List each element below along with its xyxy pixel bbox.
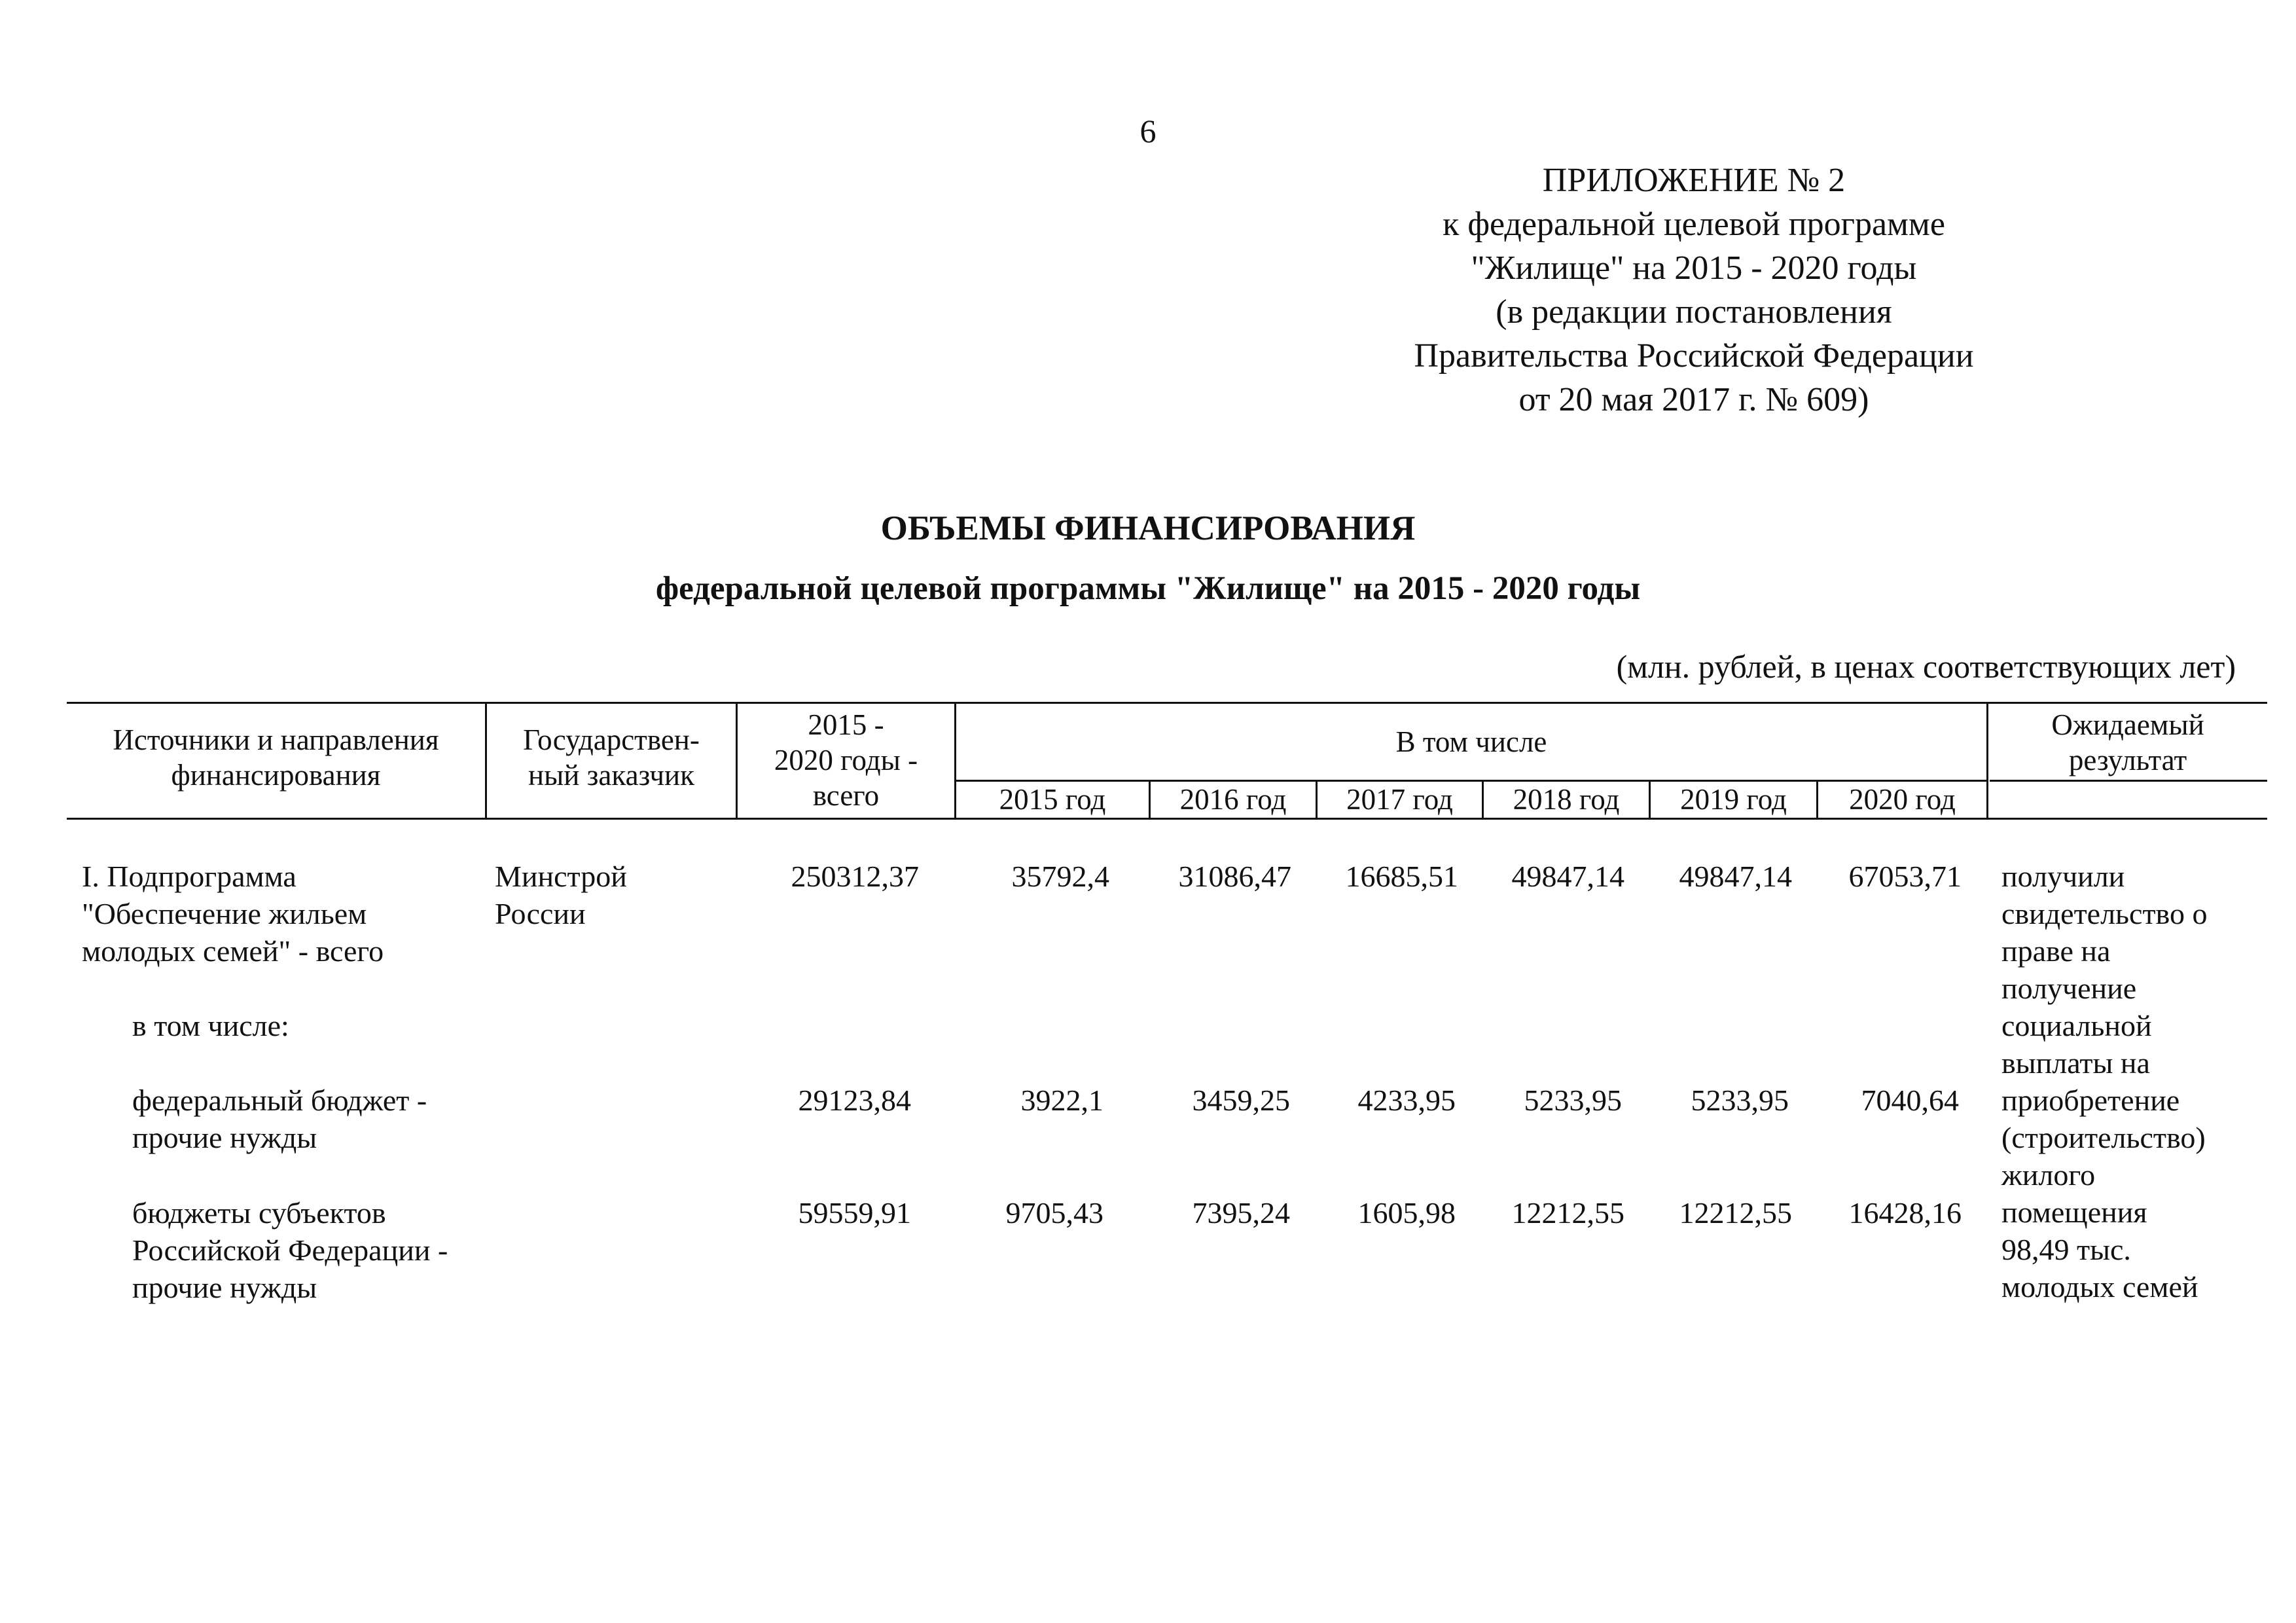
- header-line: результат: [2068, 744, 2187, 776]
- row-source-line: федеральный бюджет -: [132, 1084, 427, 1117]
- cell-total: 29123,84: [798, 1084, 911, 1117]
- table-top-rule: [67, 702, 2267, 704]
- expected-result-line: 98,49 тыс.: [2001, 1233, 2131, 1266]
- cell-2015: 9705,43: [1005, 1196, 1103, 1230]
- row-source: [132, 1082, 427, 1156]
- header-year-2016: 2016 год: [1179, 783, 1287, 816]
- expected-result-line: праве на: [2001, 934, 2111, 968]
- header-line: 2015 -: [808, 708, 884, 741]
- cell-2017: 4233,95: [1357, 1084, 1456, 1117]
- expected-result-line: получили: [2001, 860, 2125, 893]
- expected-result-line: социальной: [2001, 1009, 2152, 1042]
- appendix-block: [1367, 158, 2021, 422]
- cell-2017: 1605,98: [1357, 1196, 1456, 1230]
- expected-result-line: молодых семей: [2001, 1270, 2198, 1304]
- row-source-line: I. Подпрограмма: [82, 860, 296, 893]
- row-customer-line: Минстрой: [495, 860, 627, 893]
- header-sources: [67, 722, 485, 793]
- appendix-line: "Жилище" на 2015 - 2020 годы: [1471, 249, 1917, 287]
- cell-2018: 49847,14: [1511, 860, 1624, 893]
- cell-2020: 67053,71: [1848, 860, 1962, 893]
- header-line: ный заказчик: [528, 759, 694, 792]
- cell-2016: 31086,47: [1178, 860, 1291, 893]
- cell-2019: 5233,95: [1691, 1084, 1789, 1117]
- expected-result-line: выплаты на: [2001, 1046, 2150, 1080]
- expected-result-line: получение: [2001, 972, 2137, 1005]
- header-year-2020: 2020 год: [1849, 783, 1956, 816]
- row-source-line: прочие нужды: [132, 1271, 317, 1304]
- expected-result-line: (строительство): [2001, 1121, 2206, 1154]
- cell-2015: 35792,4: [1011, 860, 1109, 893]
- row-customer-line: России: [495, 897, 586, 930]
- header-year-2015: 2015 год: [999, 783, 1106, 816]
- header-customer: [487, 722, 736, 793]
- header-line: Государствен-: [523, 723, 700, 756]
- header-year-2017: 2017 год: [1346, 783, 1453, 816]
- appendix-line: к федеральной целевой программе: [1443, 206, 1945, 243]
- header-result: [1988, 707, 2267, 778]
- header-line: Источники и направления: [113, 723, 439, 756]
- cell-2018: 12212,55: [1511, 1196, 1624, 1230]
- header-including: В том числе: [1395, 725, 1547, 758]
- header-bottom-rule: [67, 818, 2267, 820]
- cell-2019: 49847,14: [1679, 860, 1792, 893]
- row-source: [82, 858, 384, 970]
- cell-2019: 12212,55: [1679, 1196, 1792, 1230]
- row-source: [132, 1194, 448, 1306]
- appendix-line: Правительства Российской Федерации: [1414, 337, 1974, 374]
- header-line: Ожидаемый: [2051, 708, 2204, 741]
- row-source-line: молодых семей" - всего: [82, 934, 384, 968]
- cell-2020: 7040,64: [1861, 1084, 1959, 1117]
- cell-2018: 5233,95: [1524, 1084, 1622, 1117]
- units-note: (млн. рублей, в ценах соответствующих лет): [1616, 648, 2236, 685]
- cell-2020: 16428,16: [1848, 1196, 1962, 1230]
- header-year-2018: 2018 год: [1513, 783, 1620, 816]
- cell-total: 59559,91: [798, 1196, 911, 1230]
- header-year-2019: 2019 год: [1680, 783, 1787, 816]
- row-source-line: прочие нужды: [132, 1121, 317, 1154]
- expected-result-line: жилого: [2001, 1158, 2096, 1192]
- expected-result: [2001, 858, 2207, 1305]
- row-source-line: "Обеспечение жильем: [82, 897, 367, 930]
- expected-result-line: помещения: [2001, 1195, 2147, 1229]
- row-source-line: бюджеты субъектов: [132, 1196, 386, 1230]
- expected-result-line: свидетельство о: [2001, 897, 2208, 930]
- header-line: финансирования: [171, 759, 381, 792]
- appendix-line: ПРИЛОЖЕНИЕ № 2: [1542, 162, 1846, 199]
- cell-2017: 16685,51: [1345, 860, 1458, 893]
- cell-total: 250312,37: [791, 860, 919, 893]
- row-customer: [495, 858, 627, 932]
- row-source-line: Российской Федерации -: [132, 1233, 448, 1267]
- expected-result-line: приобретение: [2001, 1084, 2180, 1117]
- cell-2015: 3922,1: [1020, 1084, 1103, 1117]
- page-number: 6: [1139, 113, 1157, 149]
- cell-2016: 3459,25: [1192, 1084, 1290, 1117]
- header-line: всего: [812, 779, 880, 812]
- cell-2016: 7395,24: [1192, 1196, 1290, 1230]
- header-result-rule: [1990, 780, 2267, 782]
- appendix-line: (в редакции постановления: [1496, 293, 1892, 331]
- appendix-line: от 20 мая 2017 г. № 609): [1518, 381, 1869, 418]
- document-subtitle: федеральной целевой программы "Жилище" на 2015 - 2020 годы: [655, 570, 1641, 607]
- document-title: ОБЪЕМЫ ФИНАНСИРОВАНИЯ: [880, 509, 1416, 547]
- row-source: в том числе:: [132, 1009, 289, 1042]
- header-total: [738, 707, 954, 813]
- header-line: 2020 годы -: [774, 744, 918, 776]
